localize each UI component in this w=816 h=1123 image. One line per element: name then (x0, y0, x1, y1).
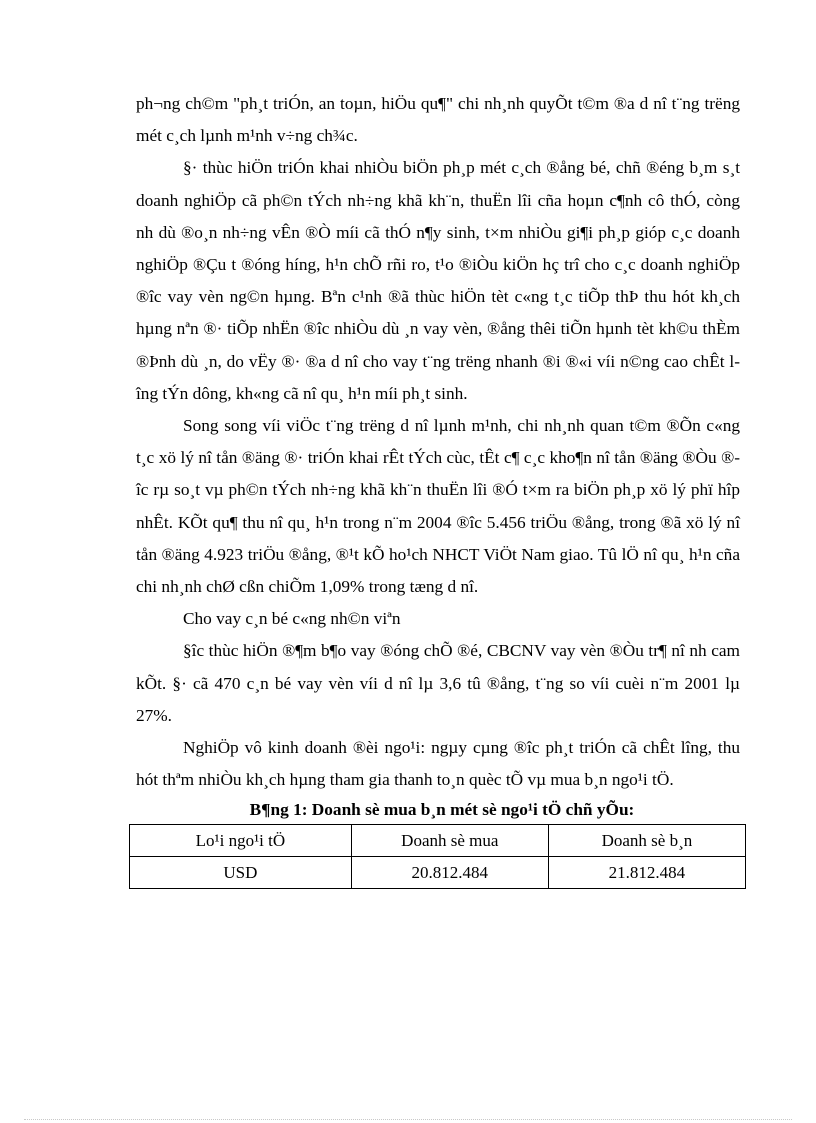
header-purchase-volume: Doanh sè mua (351, 825, 548, 857)
section-heading-staff-loans: Cho vay c¸n bé c«ng nh©n viªn (183, 609, 401, 629)
paragraph-2: §· thùc hiÖn triÓn khai nhiÒu biÖn ph¸p mét c¸ch ®ång bé, chñ ®éng b¸m s¸t doanh nghiÖp cã ph©n tÝch nh÷ng khã kh¨n, thuËn lîi cña hoµn c¶nh cô thÓ, còng nh dù ®o¸n nh÷ng vÊn ®Ò míi cã thÓ n¶y sinh, t×m nhiÒu gi¶i ph¸p gióp c¸c doanh nghiÖp ®Çu t ®óng híng, h¹n chÕ rñi ro, t¹o ®iÒu kiÖn hç trî cho c¸c doanh nghiÖp ®îc vay vèn ng©n hµng. Bªn c¹nh ®ã thùc hiÖn tèt c«ng t¸c tiÕp thÞ thu hót kh¸ch hµng nªn ®· tiÕp nhËn ®îc nhiÒu dù ¸n vay vèn, ®ång thêi tiÕn hµnh tèt kh©u thÈm ®Þnh dù ¸n, do vËy ®· ®a d nî cho vay t¨ng trëng nhanh ®i ®«i víi n©ng cao chÊt lîng tÝn dông, kh«ng cã nî qu¸ h¹n míi ph¸t sinh. (136, 158, 740, 403)
paragraph-6: NghiÖp vô kinh doanh ®èi ngo¹i: ngµy cµng ®îc ph¸t triÓn cã chÊt lîng, thu hót thªm nhiÒu kh¸ch hµng tham gia thanh to¸n quèc tÕ vµ mua b¸n ngo¹i tÖ. (136, 738, 740, 790)
paragraph-1: ph¬ng ch©m "ph¸t triÓn, an toµn, hiÖu qu¶" chi nh¸nh quyÕt t©m ®a d nî t¨ng trëng mét c¸ch lµnh m¹nh v÷ng ch¾c. (136, 94, 740, 146)
header-currency-type: Lo¹i ngo¹i tÖ (130, 825, 352, 857)
table-caption: B¶ng 1: Doanh sè mua b¸n mét sè ngo¹i tÖ chñ yÕu: (249, 800, 635, 820)
table-row (130, 857, 746, 889)
table-header-row (130, 825, 746, 857)
cell-sales: 21.812.484 (548, 857, 745, 889)
paragraph-3: Song song víi viÖc t¨ng trëng d nî lµnh m¹nh, chi nh¸nh quan t©m ®Õn c«ng t¸c xö lý nî tån ®äng ®· triÓn khai rÊt tÝch cùc, tÊt c¶ c¸c kho¶n nî tån ®äng ®Òu ®îc rµ so¸t vµ ph©n tÝch nh÷ng khã kh¨n thuËn lîi ®Ó t×m ra biÖn ph¸p xö lý phï hîp nhÊt. KÕt qu¶ thu nî qu¸ h¹n trong n¨m 2004 ®îc 5.456 triÖu ®ång, trong ®ã xö lý nî tån ®äng 4.923 triÖu ®ång, ®¹t kÕ ho¹ch NHCT ViÖt Nam giao. Tû lÖ nî qu¸ h¹n cña chi nh¸nh chØ cßn chiÕm 1,09% trong tæng d nî. (136, 416, 740, 597)
page-bottom-divider (24, 1119, 792, 1120)
paragraph-5: §îc thùc hiÖn ®¶m b¶o vay ®óng chÕ ®é, CBCNV vay vèn ®Òu tr¶ nî nh cam kÕt. §· cã 470 c¸n bé vay vèn víi d nî lµ 3,6 tû ®ång, t¨ng so víi cuèi n¨m 2001 lµ 27%. (136, 641, 740, 725)
document-page (136, 88, 740, 889)
cell-currency: USD (130, 857, 352, 889)
header-sales-volume: Doanh sè b¸n (548, 825, 745, 857)
currency-sales-table (129, 824, 746, 889)
cell-purchase: 20.812.484 (351, 857, 548, 889)
